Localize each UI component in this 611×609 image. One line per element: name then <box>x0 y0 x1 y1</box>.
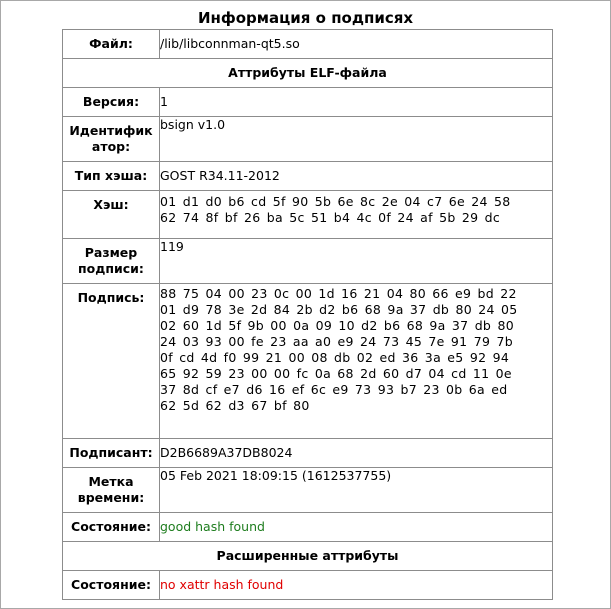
identifier-label-line1: Идентифик <box>69 123 153 138</box>
signer-value: D2B6689A37DB8024 <box>160 439 553 468</box>
identifier-label-line2: атор: <box>91 139 131 154</box>
sig-size-label-line2: подписи: <box>78 261 144 276</box>
signature-label: Подпись: <box>63 284 160 439</box>
ext-state-value: no xattr hash found <box>160 571 553 600</box>
state-value: good hash found <box>160 513 553 542</box>
timestamp-label-line1: Метка <box>88 474 134 489</box>
signer-label: Подписант: <box>63 439 160 468</box>
timestamp-value: 05 Feb 2021 18:09:15 (1612537755) <box>160 468 553 513</box>
timestamp-label-line2: времени: <box>77 490 145 505</box>
hash-value <box>160 191 553 239</box>
row-ext-state <box>63 571 553 600</box>
row-sig-size <box>63 239 553 284</box>
signature-line: 62 5d 62 d3 67 bf 80 <box>160 398 310 413</box>
version-label: Версия: <box>63 88 160 117</box>
elf-section-header: Аттрибуты ELF-файла <box>63 59 553 88</box>
signature-line: 02 60 1d 5f 9b 00 0a 09 10 d2 b6 68 9a 37 db 80 <box>160 318 514 333</box>
ext-section-header: Расширенные аттрибуты <box>63 542 553 571</box>
identifier-label <box>63 117 160 162</box>
signature-info-table <box>62 29 553 600</box>
hash-label: Хэш: <box>63 191 160 239</box>
version-value: 1 <box>160 88 553 117</box>
row-ext-section <box>63 542 553 571</box>
row-hash-type <box>63 162 553 191</box>
signature-line: 65 92 59 23 00 00 fc 0a 68 2d 60 d7 04 cd 11 0e <box>160 366 512 381</box>
signature-line: 0f cd 4d f0 99 21 00 08 db 02 ed 36 3a e5 92 94 <box>160 350 510 365</box>
identifier-value: bsign v1.0 <box>160 117 553 162</box>
signature-line: 01 d9 78 3e 2d 84 2b d2 b6 68 9a 37 db 80 24 05 <box>160 302 518 317</box>
sig-size-value: 119 <box>160 239 553 284</box>
row-identifier <box>63 117 553 162</box>
row-version <box>63 88 553 117</box>
page-title: Информация о подписях <box>197 9 414 27</box>
file-value: /lib/libconnman-qt5.so <box>160 30 553 59</box>
timestamp-label <box>63 468 160 513</box>
row-file <box>63 30 553 59</box>
row-signer <box>63 439 553 468</box>
signature-value <box>160 284 553 439</box>
file-label: Файл: <box>63 30 160 59</box>
sig-size-label <box>63 239 160 284</box>
hash-line: 01 d1 d0 b6 cd 5f 90 5b 6e 8c 2e 04 c7 6e 24 58 <box>160 194 511 209</box>
row-timestamp <box>63 468 553 513</box>
signature-line: 88 75 04 00 23 0c 00 1d 16 21 04 80 66 e9 bd 22 <box>160 286 517 301</box>
hash-line: 62 74 8f bf 26 ba 5c 51 b4 4c 0f 24 af 5b 29 dc <box>160 210 501 225</box>
hash-type-value: GOST R34.11-2012 <box>160 162 553 191</box>
row-state <box>63 513 553 542</box>
hash-type-label: Тип хэша: <box>63 162 160 191</box>
sig-size-label-line1: Размер <box>84 245 138 260</box>
state-label: Состояние: <box>63 513 160 542</box>
ext-state-label: Состояние: <box>63 571 160 600</box>
row-elf-section <box>63 59 553 88</box>
signature-line: 24 03 93 00 fe 23 aa a0 e9 24 73 45 7e 91 79 7b <box>160 334 513 349</box>
signature-line: 37 8d cf e7 d6 16 ef 6c e9 73 93 b7 23 0b 6a ed <box>160 382 508 397</box>
row-signature <box>63 284 553 439</box>
row-hash <box>63 191 553 239</box>
